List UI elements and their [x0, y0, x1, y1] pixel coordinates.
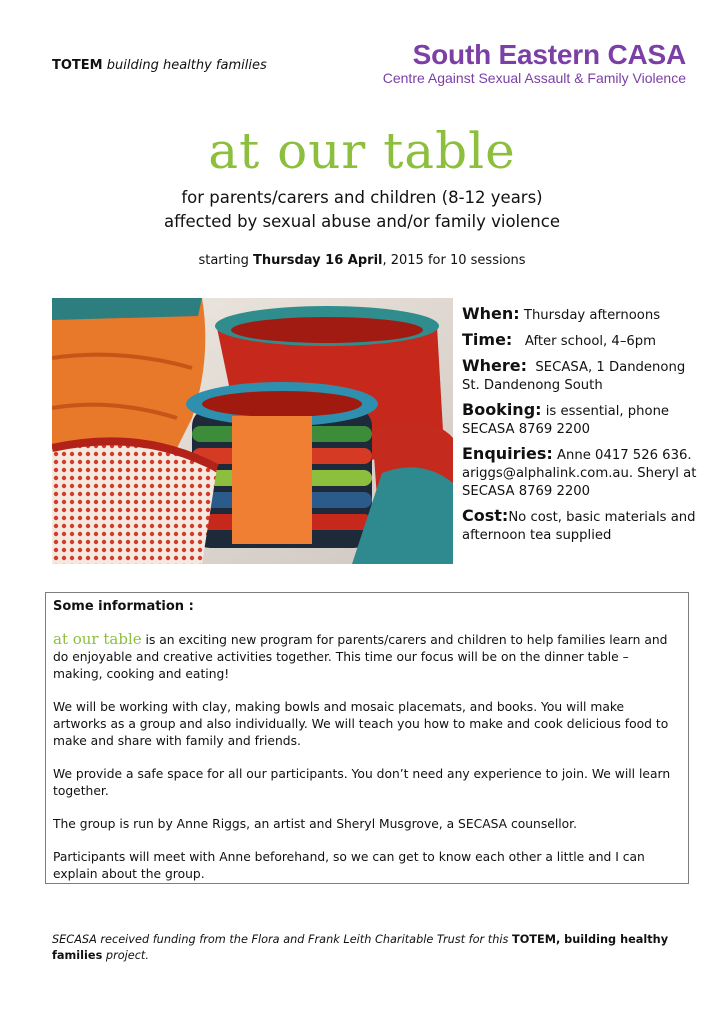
pottery-illustration	[52, 298, 453, 564]
info-p1-text: is an exciting new program for parents/carers and children to help families learn and do enjoyable and creative activities together. This time our focus will be on the dinner table – making, cooking and eating!	[53, 633, 668, 681]
start-suffix: , 2015 for 10 sessions	[382, 253, 526, 268]
detail-when: When: Thursday afternoons	[462, 304, 661, 323]
information-box	[45, 592, 689, 884]
start-prefix: starting	[198, 253, 253, 268]
subtitle-line-2: affected by sexual abuse and/or family violence	[164, 212, 560, 231]
info-paragraph-1	[53, 631, 680, 683]
detail-text: Anne 0417 526 636. ariggs@alphalink.com.au. Sheryl at SECASA 8769 2200	[462, 448, 697, 499]
info-paragraph-3: We provide a safe space for all our participants. You don’t need any experience to join. We will learn together.	[53, 767, 671, 798]
detail-text: Thursday afternoons	[523, 308, 661, 323]
org-subtitle: Centre Against Sexual Assault & Family Violence	[382, 70, 686, 86]
program-title: at our table	[208, 122, 516, 180]
totem-slogan: building healthy families	[106, 58, 267, 73]
start-date-line	[0, 253, 724, 268]
detail-text: is essential, phone SECASA 8769 2200	[462, 404, 670, 437]
detail-time: Time: After school, 4–6pm	[462, 330, 657, 349]
info-paragraph-2: We will be working with clay, making bowls and mosaic placemats, and books. You will make artworks as a group and also individually. We will teach you how to make and cook delicious food to make and share with family and friends.	[53, 700, 669, 748]
detail-cost: Cost:No cost, basic materials and afternoon tea supplied	[462, 506, 696, 543]
start-date: Thursday 16 April	[252, 253, 383, 268]
detail-label: When	[462, 304, 514, 323]
program-subtitle	[0, 186, 724, 234]
event-details	[462, 305, 698, 551]
detail-label: Time	[462, 330, 506, 349]
detail-text: SECASA, 1 Dandenong St. Dandenong South	[462, 360, 686, 393]
detail-text: After school, 4–6pm	[524, 334, 657, 349]
detail-label: Booking	[462, 400, 536, 419]
detail-text: No cost, basic materials and afternoon tea supplied	[462, 510, 696, 543]
totem-name: TOTEM	[52, 58, 103, 73]
org-logo	[383, 40, 686, 86]
detail-label: Cost	[462, 506, 502, 525]
funding-footer	[52, 932, 692, 964]
footer-text-1: SECASA received funding from the Flora and Frank Leith Charitable Trust for this	[52, 933, 512, 946]
pottery-photo	[52, 298, 453, 564]
org-name: South Eastern CASA	[412, 39, 686, 70]
totem-tagline	[52, 58, 267, 73]
info-paragraph-5: Participants will meet with Anne beforehand, so we can get to know each other a little and I can explain about the group.	[53, 850, 645, 881]
footer-text-2: project.	[102, 949, 149, 962]
detail-enquiries: Enquiries: Anne 0417 526 636. ariggs@alphalink.com.au. Sheryl at SECASA 8769 2200	[462, 444, 697, 499]
detail-label: Enquiries	[462, 444, 547, 463]
subtitle-line-1: for parents/carers and children (8-12 years)	[181, 188, 543, 207]
inline-program-title: at our table	[53, 630, 142, 648]
detail-booking: Booking: is essential, phone SECASA 8769 2200	[462, 400, 670, 437]
info-paragraph-4: The group is run by Anne Riggs, an artist and Sheryl Musgrove, a SECASA counsellor.	[53, 817, 578, 831]
detail-where	[462, 357, 698, 395]
info-heading: Some information :	[53, 599, 194, 614]
detail-label: Where:	[462, 356, 528, 375]
footer-bold: TOTEM, building healthy families	[52, 933, 669, 962]
